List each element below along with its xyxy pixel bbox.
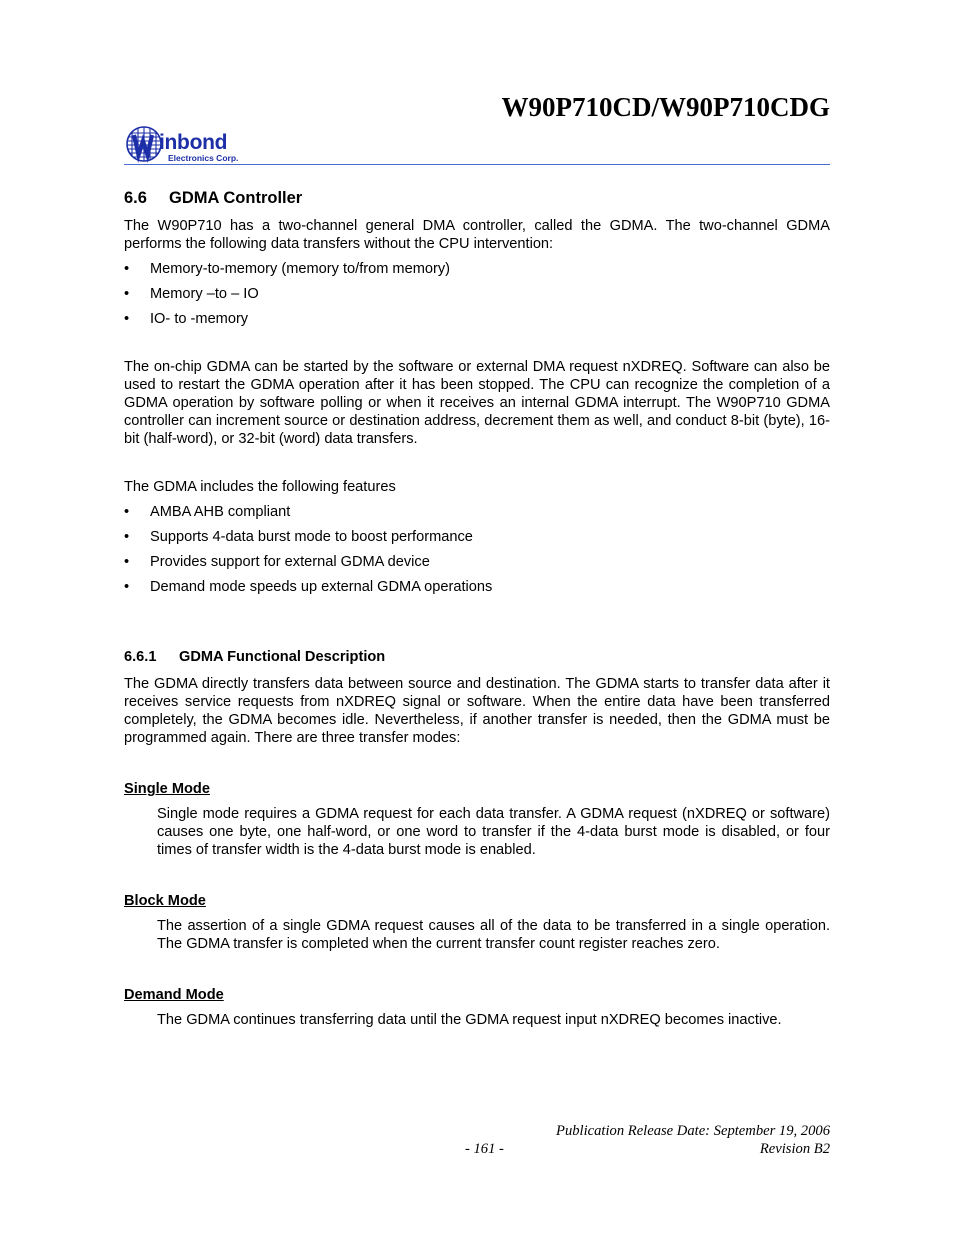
- section-title: GDMA Controller: [169, 189, 303, 207]
- page-footer: [124, 1122, 830, 1158]
- feature-list: [124, 503, 830, 596]
- intro-paragraph: The W90P710 has a two-channel general DMA controller, called the GDMA. The two-channel GDMA performs the following data transfers without the CPU intervention:: [124, 218, 830, 252]
- mode-title: Block Mode: [124, 893, 206, 909]
- main-content: [124, 188, 830, 1029]
- mode-description: Single mode requires a GDMA request for each data transfer. A GDMA request (nXDREQ or software) causes one byte, one half-word, or one word to transfer if the 4-data burst mode is disabled, or four times of transfer width is the 4-data burst mode is enabled.: [157, 806, 830, 858]
- features-intro: The GDMA includes the following features: [124, 479, 396, 495]
- bullet: •: [124, 311, 130, 327]
- release-date: Publication Release Date: September 19, 2006: [556, 1123, 830, 1139]
- functional-paragraph: The GDMA directly transfers data between source and destination. The GDMA starts to transfer data after it receives service requests from nXDREQ signal or software. When the entire data have been transferred completely, the GDMA becomes idle. Nevertheless, if another transfer is needed, then the GDMA must be programmed again. There are three transfer modes:: [124, 676, 830, 746]
- bullet: •: [124, 504, 130, 520]
- mode-block: [124, 892, 830, 953]
- list-item: • Supports 4-data burst mode to boost performance: [124, 529, 473, 545]
- list-item: • AMBA AHB compliant: [124, 504, 291, 520]
- page-number: - 161 -: [465, 1141, 504, 1157]
- section-number: 6.6: [124, 189, 147, 207]
- mode-title: Demand Mode: [124, 987, 224, 1003]
- mode-title: Single Mode: [124, 781, 210, 797]
- operation-paragraph: The on-chip GDMA can be started by the software or external DMA request nXDREQ. Software can also be used to restart the GDMA operation after it has been stopped. The CPU can recognize the completion of a GDMA operation by software polling or when it receives an internal GDMA interrupt. The W90P710 GDMA controller can increment source or destination address, decrement them as well, and conduct 8-bit (byte), 16-bit (half-word), or 32-bit (word) data transfers.: [124, 359, 830, 447]
- logo-wordmark: inbond: [159, 131, 228, 154]
- bullet: •: [124, 529, 130, 545]
- subsection-heading: [124, 648, 830, 666]
- subsection-title: GDMA Functional Description: [179, 649, 386, 665]
- mode-description: The GDMA continues transferring data until the GDMA request input nXDREQ becomes inactive.: [157, 1012, 782, 1028]
- bullet: •: [124, 579, 130, 595]
- revision: Revision B2: [759, 1141, 830, 1157]
- list-item: • Memory –to – IO: [124, 286, 259, 302]
- mode-description: The assertion of a single GDMA request causes all of the data to be transferred in a single operation. The GDMA transfer is completed when the current transfer count register reaches zero.: [157, 918, 830, 952]
- list-item: • Provides support for external GDMA device: [124, 554, 430, 570]
- globe-w-icon: [126, 124, 162, 164]
- bullet: •: [124, 286, 130, 302]
- winbond-logo: [126, 124, 266, 166]
- document-title: W90P710CD/W90P710CDG: [501, 92, 830, 122]
- mode-demand: [124, 986, 830, 1029]
- list-item: • Demand mode speeds up external GDMA operations: [124, 579, 493, 595]
- list-item: • Memory-to-memory (memory to/from memory): [124, 261, 450, 277]
- bullet: •: [124, 261, 130, 277]
- list-item: • IO- to -memory: [124, 311, 249, 327]
- mode-single: [124, 780, 830, 859]
- header-rule: [124, 164, 830, 165]
- subsection-number: 6.6.1: [124, 649, 157, 665]
- transfer-list: [124, 260, 830, 328]
- bullet: •: [124, 554, 130, 570]
- section-heading: [124, 188, 830, 208]
- logo-subtitle: Electronics Corp.: [168, 153, 239, 163]
